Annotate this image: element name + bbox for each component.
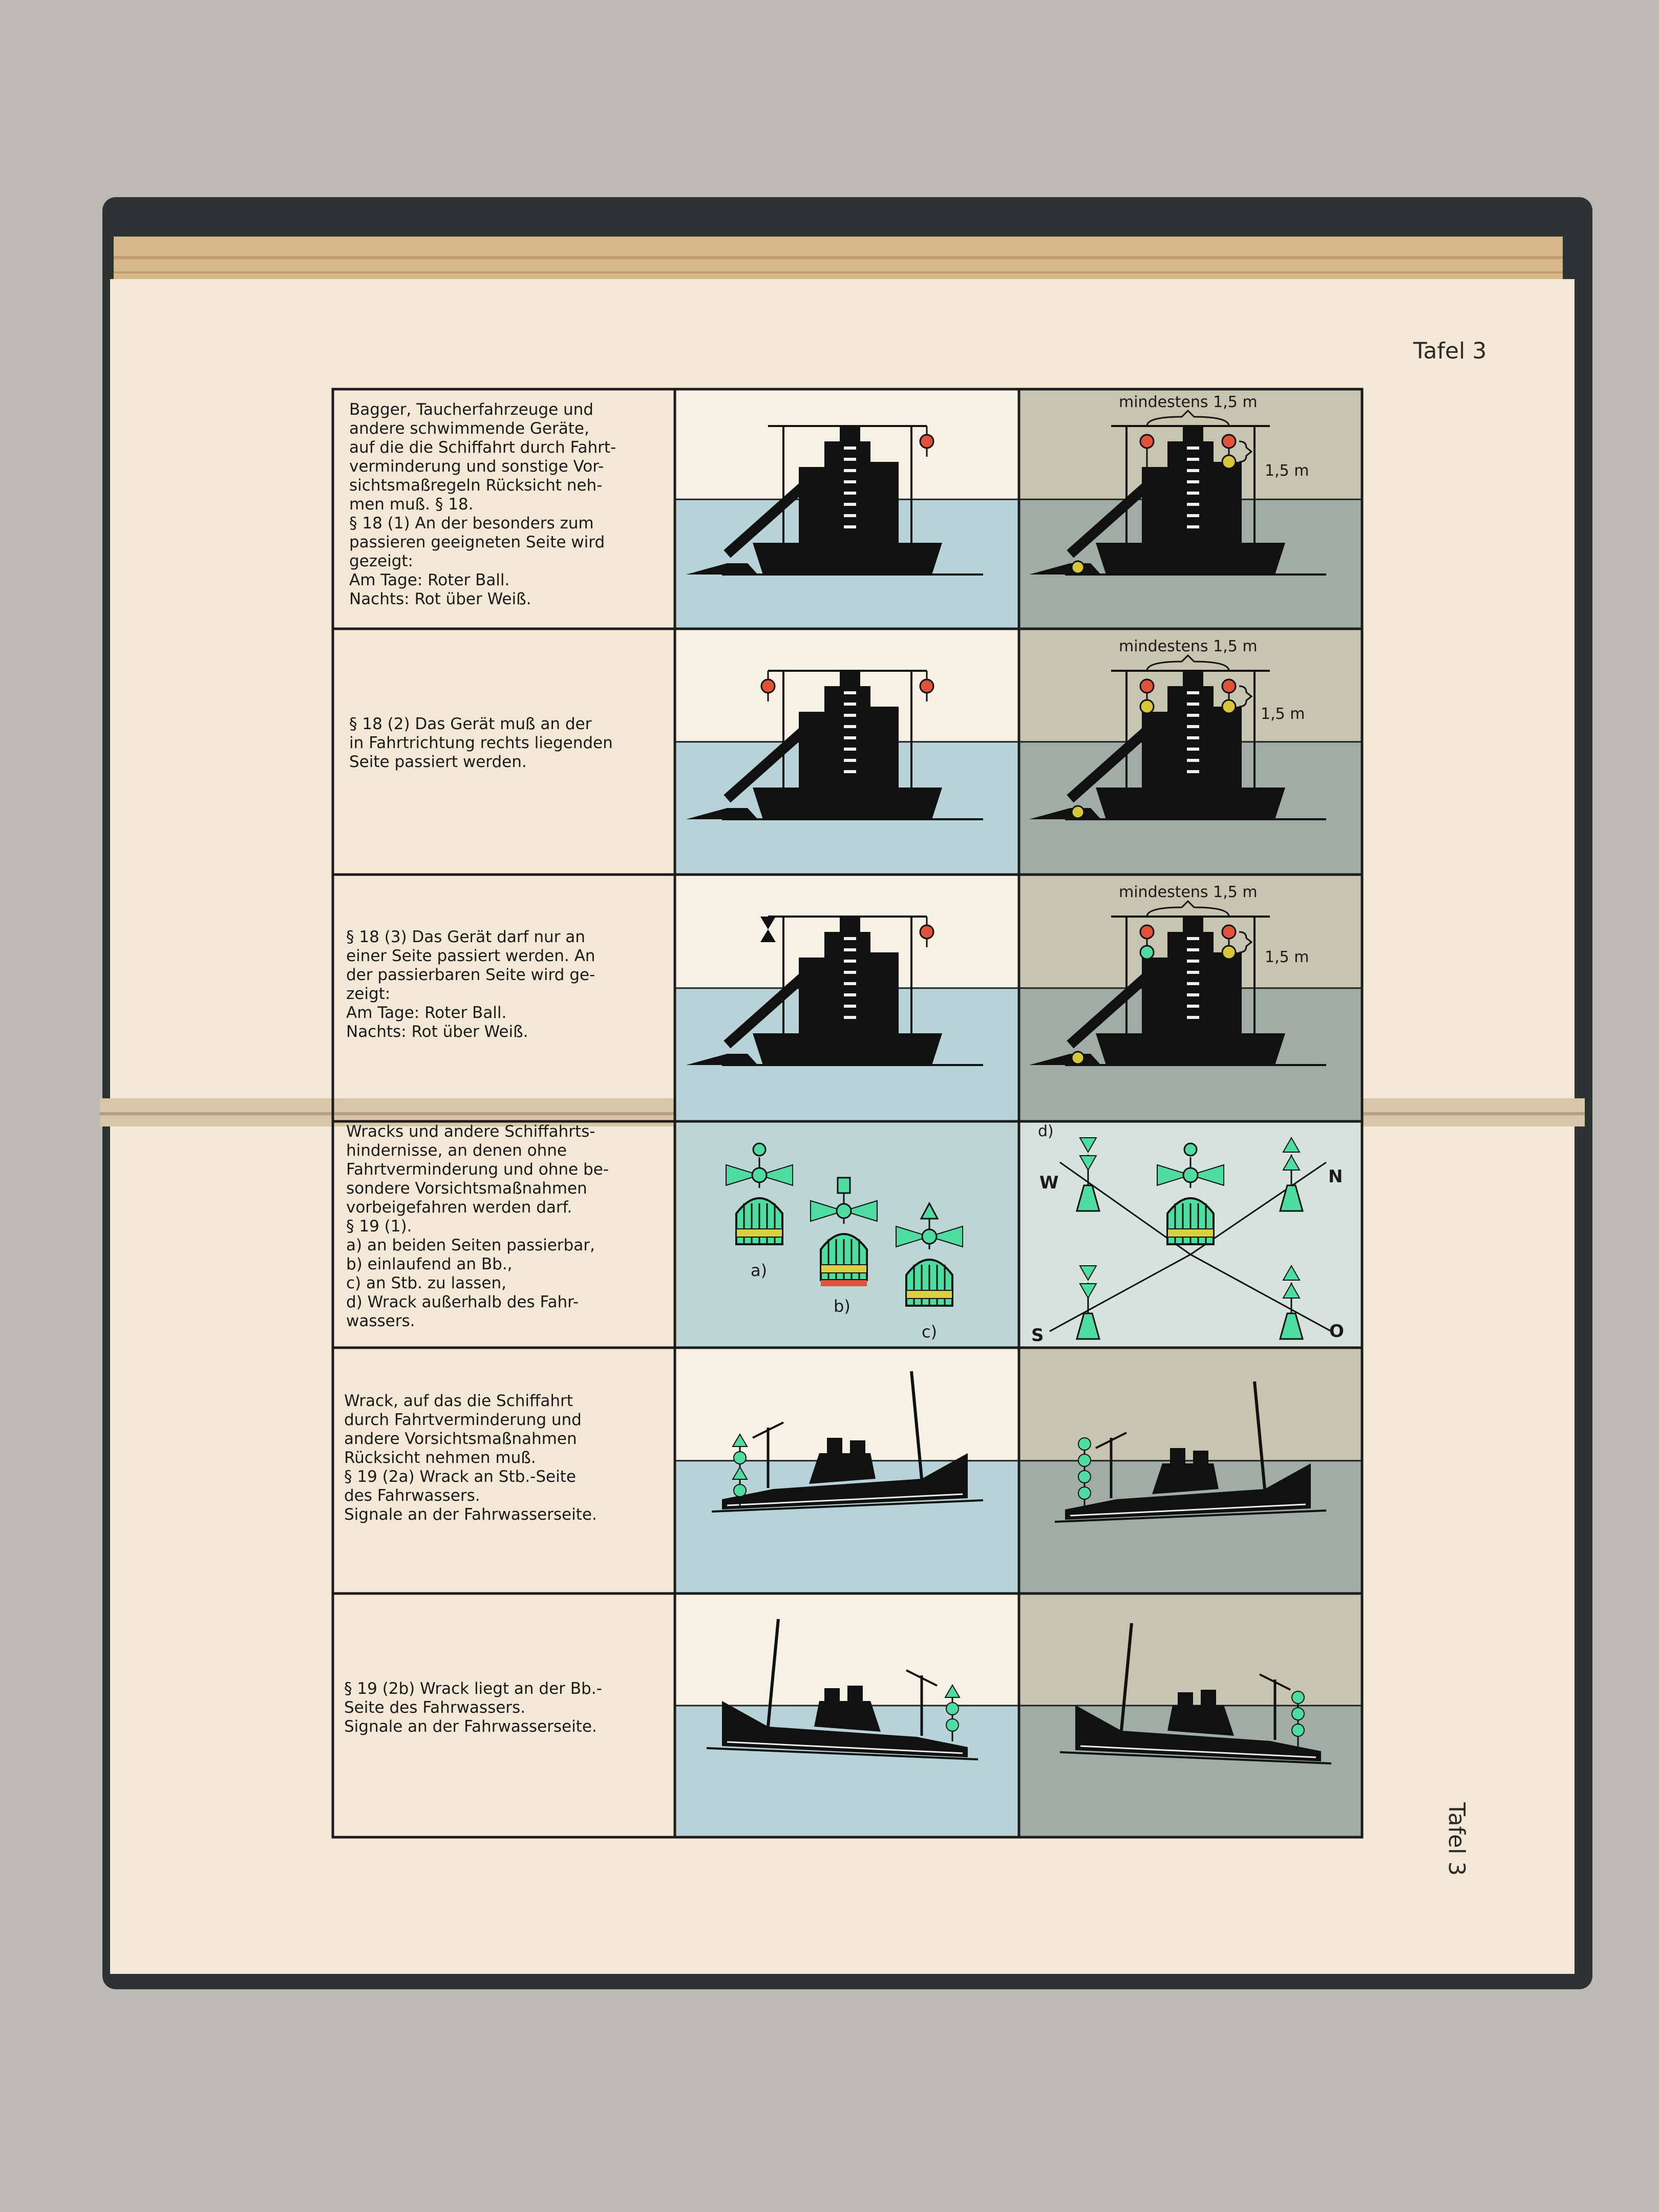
night-red-light-left [1140, 679, 1154, 693]
dredger-rung [844, 960, 856, 963]
night-red-light-right [1222, 435, 1236, 448]
dredger-tower-right [1214, 707, 1242, 789]
night-red-light-right [1222, 679, 1236, 693]
night-lower-light-right [1222, 455, 1236, 469]
dredger-rung [1187, 759, 1199, 762]
dredger-rung [844, 691, 856, 694]
dredger-rung [844, 525, 856, 528]
row-5-night-sky [1019, 1348, 1362, 1461]
dredger-hull [753, 543, 942, 575]
buoy-hub [1183, 1168, 1198, 1182]
wreck-funnel-1 [847, 1686, 863, 1704]
dredger-rung [1187, 948, 1199, 951]
wreck-superstructure [809, 1453, 876, 1484]
signal-light [1078, 1487, 1091, 1499]
dredger-hull [1096, 788, 1285, 819]
dredger-rung [844, 458, 856, 461]
buoy-topmark-can [838, 1178, 850, 1193]
dredger-tower-right [1214, 462, 1242, 544]
wreck-funnel-1 [827, 1438, 842, 1456]
row-1-night-side-label: 1,5 m [1265, 462, 1309, 480]
dredger-rung [844, 492, 856, 495]
row-6-text: § 19 (2b) Wrack liegt an der Bb.- Seite des Fahrwassers. Signale an der Fahrwasserseite. [344, 1679, 602, 1736]
tafel-label-side: Tafel 3 [1443, 1802, 1470, 1876]
signal-light [1292, 1724, 1304, 1736]
dredger-tower-right [870, 707, 899, 789]
compass-o: O [1329, 1321, 1344, 1342]
dredger-rung [1187, 725, 1199, 728]
row-2-night-top-label: mindestens 1,5 m [1119, 637, 1258, 655]
dredger-rung [1187, 714, 1199, 717]
tafel-label-top: Tafel 3 [1413, 338, 1487, 364]
dredger-rung [1187, 736, 1199, 739]
dredger-rung [1187, 492, 1199, 495]
buoy-hub [752, 1168, 767, 1182]
dredger-top [840, 917, 860, 937]
dredger-rung [844, 770, 856, 773]
day-red-ball [920, 925, 933, 939]
dredger-top [1183, 426, 1203, 446]
dredger-rung [1187, 503, 1199, 506]
signal-light [1292, 1691, 1304, 1704]
dredger-rung [844, 982, 856, 985]
buoy-label-d: d) [1038, 1122, 1054, 1140]
dredger-rung [1187, 458, 1199, 461]
compass-n: N [1328, 1166, 1343, 1187]
dredger-rung [1187, 525, 1199, 528]
dredger-rung [844, 469, 856, 472]
signal-light [1292, 1708, 1304, 1720]
dredger-rung [1187, 446, 1199, 450]
buoy-band [736, 1229, 782, 1237]
signal-light [1078, 1454, 1091, 1466]
night-red-light-left [1140, 435, 1154, 448]
dredger-rung [1187, 514, 1199, 517]
dredger-rung [1187, 480, 1199, 483]
wreck-funnel-2 [850, 1440, 865, 1456]
row-3-night-side-label: 1,5 m [1265, 948, 1309, 966]
dredger-rung [844, 937, 856, 940]
dredger-top [1183, 917, 1203, 937]
dredger-rung [1187, 1005, 1199, 1008]
dredger-rung [844, 446, 856, 450]
dredger-hull [753, 788, 942, 819]
signal-light [946, 1703, 959, 1715]
signal-light [734, 1452, 746, 1464]
dredger-rung [1187, 937, 1199, 940]
row-2-text: § 18 (2) Das Gerät muß an der in Fahrtrichtung rechts liegenden Seite passiert werden. [349, 715, 613, 771]
row-2-night-side-label: 1,5 m [1261, 705, 1305, 723]
dredger-rung [844, 971, 856, 974]
buoy-band [1167, 1229, 1214, 1237]
dredger-rung [1187, 993, 1199, 996]
row-5-text: Wrack, auf das die Schiffahrt durch Fahrtverminderung und andere Vorsichtsmaßnahmen Rücksicht nehmen muß. § 19 (2a) Wrack an Stb.-Seite des Fahrwassers. Signale an der Fahrwasserseite. [344, 1392, 597, 1524]
buoy-hub [837, 1204, 851, 1218]
dredger-top [840, 426, 860, 446]
dredger-rung [1187, 469, 1199, 472]
dredger-rung [844, 993, 856, 996]
page-edges [114, 237, 1563, 285]
dredger-rung [844, 714, 856, 717]
row-1-night-top-label: mindestens 1,5 m [1119, 393, 1258, 411]
night-scow-light [1072, 806, 1084, 818]
buoy-label-a: a) [751, 1261, 768, 1280]
buoy-label-b: b) [834, 1296, 850, 1316]
dredger-hull [1096, 1033, 1285, 1065]
buoy-label-c: c) [922, 1322, 938, 1342]
wreck-superstructure [814, 1701, 881, 1732]
dredger-rung [1187, 982, 1199, 985]
dredger-hull [753, 1033, 942, 1065]
dredger-rung [844, 725, 856, 728]
dredger-rung [844, 759, 856, 762]
wreck-superstructure [1152, 1463, 1219, 1494]
dredger-rung [1187, 748, 1199, 751]
wreck-funnel-2 [824, 1688, 840, 1704]
dredger-tower-right [870, 462, 899, 544]
dredger-rung [1187, 691, 1199, 694]
wreck-funnel-1 [1170, 1448, 1185, 1466]
night-lower-light-left [1140, 946, 1154, 959]
compass-s: S [1031, 1325, 1044, 1346]
dredger-rung [844, 514, 856, 517]
buoy-topmark-ball [753, 1143, 765, 1156]
night-red-light-left [1140, 925, 1154, 939]
night-lower-light-right [1222, 700, 1236, 713]
dredger-rung [844, 1016, 856, 1019]
dredger-rung [1187, 1016, 1199, 1019]
dredger-rung [844, 736, 856, 739]
compass-w: W [1039, 1173, 1059, 1193]
buoy-band [821, 1265, 867, 1273]
night-lower-light-left [1140, 700, 1154, 713]
night-scow-light [1072, 561, 1084, 573]
dredger-top [840, 671, 860, 691]
wreck-superstructure [1167, 1705, 1234, 1736]
buoy-hub [922, 1229, 937, 1244]
signal-light [734, 1484, 746, 1497]
day-red-ball-right [920, 679, 933, 693]
row-3-night-top-label: mindestens 1,5 m [1119, 883, 1258, 901]
dredger-rung [844, 948, 856, 951]
dredger-rung [1187, 770, 1199, 773]
night-red-light-right [1222, 925, 1236, 939]
dredger-rung [844, 748, 856, 751]
signal-light [1078, 1438, 1091, 1450]
signal-light [1078, 1471, 1091, 1483]
row-1-text: Bagger, Taucherfahrzeuge und andere schwimmende Geräte, auf die die Schiffahrt durch Fahrt- verminderung und sonstige Vor- sichtsmaßregeln Rücksicht neh- men muß. § 18. § 18 (1) An der besonders zum passieren geeigneten Seite wird gezeigt: Am Tage: Roter Ball. Nachts: Rot über Weiß. [349, 400, 616, 608]
wreck-funnel-2 [1193, 1451, 1208, 1466]
wreck-funnel-2 [1178, 1692, 1193, 1708]
dredger-top [1183, 671, 1203, 691]
night-lower-light-right [1222, 946, 1236, 959]
signal-light [946, 1719, 959, 1731]
night-scow-light [1072, 1052, 1084, 1064]
dredger-rung [844, 503, 856, 506]
dredger-rung [1187, 960, 1199, 963]
wreck-funnel-1 [1201, 1690, 1216, 1708]
row-6-day-sky [675, 1593, 1019, 1706]
dredger-rung [844, 480, 856, 483]
dredger-tower-right [1214, 952, 1242, 1034]
row-6-night-sky [1019, 1593, 1362, 1706]
dredger-rung [1187, 703, 1199, 706]
dredger-hull [1096, 543, 1285, 575]
buoy-b-red-base [821, 1280, 867, 1286]
dredger-rung [1187, 971, 1199, 974]
buoy-band [906, 1290, 952, 1299]
dredger-rung [844, 703, 856, 706]
dredger-tower-right [870, 952, 899, 1034]
day-red-ball-left [761, 679, 775, 693]
dredger-rung [844, 1005, 856, 1008]
buoy-topmark-ball [1184, 1143, 1197, 1156]
day-red-ball [920, 435, 933, 448]
row-5-day-sky [675, 1348, 1019, 1461]
row-3-text: § 18 (3) Das Gerät darf nur an einer Seite passiert werden. An der passierbaren Seite wird ge- zeigt: Am Tage: Roter Ball. Nachts: Rot über Weiß. [346, 928, 595, 1041]
row-4-text: Wracks und andere Schiffahrts- hindernisse, an denen ohne Fahrtverminderung und ohne be- sondere Vorsichtsmaßnahmen vorbeigefahren werden darf. § 19 (1). a) an beiden Seiten passierbar, b) einlaufend an Bb., c) an Stb. zu lassen, d) Wrack außerhalb des Fahr- wassers. [346, 1122, 609, 1330]
